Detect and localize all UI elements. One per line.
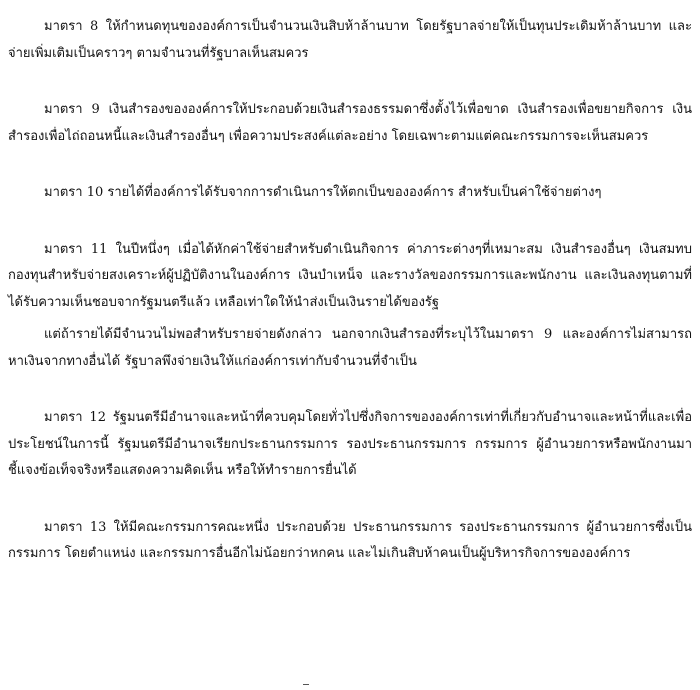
section-9: มาตรา 9 เงินสำรองขององค์การให้ประกอบด้วยเงินสำรองธรรมดาซึ่งตั้งไว้เพื่อขาด เงินสำรองเพื่อขยายกิจการ เงินสำรองเพื่อไถ่ถอนหนี้และเงินสำรองอื่นๆ เพื่อความประสงค์แต่ละอย่าง โดยเฉพาะตามแต่คณะกรรมการจะเห็นสมควร	[8, 102, 692, 144]
section-13: มาตรา 13 ให้มีคณะกรรมการคณะหนึ่ง ประกอบด้วย ประธานกรรมการ รองประธานกรรมการ ผู้อำนวยการซึ่งเป็นกรรมการ โดยตำแหน่ง และกรรมการอื่นอีกไม่น้อยกว่าหกคน และไม่เกินสิบห้าคนเป็นผู้บริหารกิจการขององค์การ	[8, 519, 692, 561]
section-11-continuation: แต่ถ้ารายได้มีจำนวนไม่พอสำหรับรายจ่ายดังกล่าว นอกจากเงินสำรองที่ระบุไว้ในมาตรา 9 และองค์การไม่สามารถหาเงินจากทางอื่นได้ รัฐบาลพึงจ่ายเงินให้แก่องค์การเท่ากับจำนวนที่จำเป็น	[8, 327, 692, 369]
next-page-cutoff-mark	[280, 684, 400, 690]
section-8: มาตรา 8 ให้กำหนดทุนขององค์การเป็นจำนวนเงินสิบห้าล้านบาท โดยรัฐบาลจ่ายให้เป็นทุนประเดิมห้าล้านบาท และจ่ายเพิ่มเติมเป็นคราวๆ ตามจำนวนที่รัฐบาลเห็นสมควร	[8, 19, 692, 61]
section-11: มาตรา 11 ในปีหนึ่งๆ เมื่อได้หักค่าใช้จ่ายสำหรับดำเนินกิจการ ค่าภาระต่างๆที่เหมาะสม เงินสำรองอื่นๆ เงินสมทบกองทุนสำหรับจ่ายสงเคราะห์ผู้ปฏิบัติงานในองค์การ เงินบำเหน็จ และรางวัลของกรรมการและพนักงาน และเงินลงทุนตามที่ได้รับความเห็นชอบจากรัฐมนตรีแล้ว เหลือเท่าใดให้นำส่งเป็นเงินรายได้ของรัฐ	[8, 241, 692, 310]
section-10: มาตรา 10 รายได้ที่องค์การได้รับจากการดำเนินการให้ตกเป็นขององค์การ สำหรับเป็นค่าใช้จ่ายต่างๆ	[44, 185, 602, 200]
document-page	[8, 0, 692, 690]
section-12: มาตรา 12 รัฐมนตรีมีอำนาจและหน้าที่ควบคุมโดยทั่วไปซึ่งกิจการขององค์การเท่าที่เกี่ยวกับอำนาจและหน้าที่และเพื่อประโยชน์ในการนี้ รัฐมนตรีมีอำนาจเรียกประธานกรรมการ รองประธานกรรมการ กรรมการ ผู้อำนวยการหรือพนักงานมาชี้แจงข้อเท็จจริงหรือแสดงความคิดเห็น หรือให้ทำรายการยื่นได้	[8, 410, 692, 478]
